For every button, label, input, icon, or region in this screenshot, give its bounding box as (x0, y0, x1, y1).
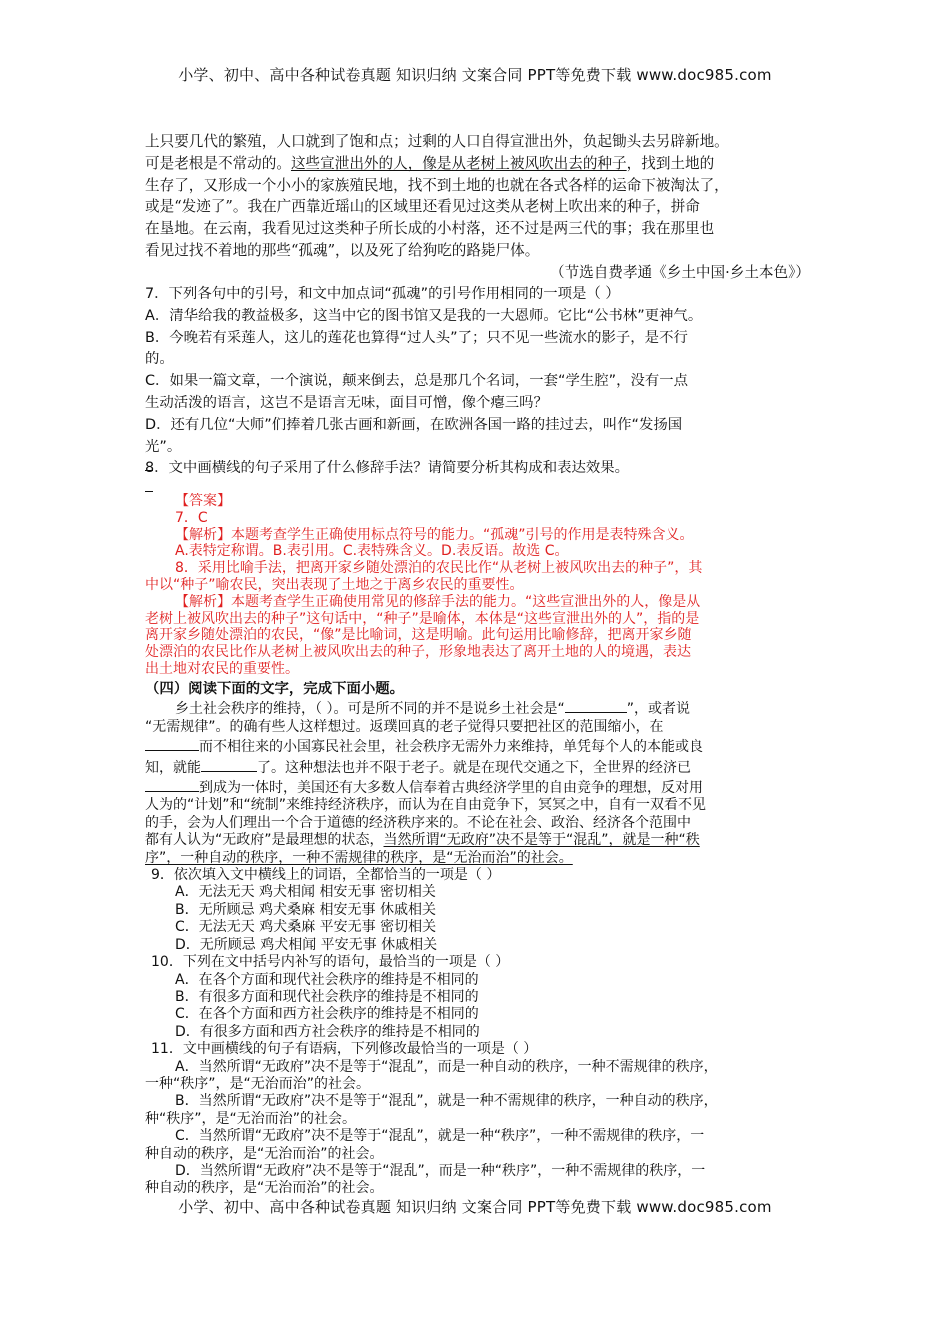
question-7 (145, 284, 810, 480)
passage-line: 看见过找不着地的那些“孤魂”，以及死了给狗吃的路毙尸体。 (145, 241, 540, 259)
passage-line: 在垦地。在云南，我看见过这类种子所长成的小村落，还不过是两三代的事；我在那里也 (145, 220, 715, 238)
reading-line: 乡土社会秩序的维持，（ ）。可是所不同的并不是说乡土社会是“ ”，或者说 (145, 698, 810, 718)
reading-line: 的手，会为人们理出一个合于道德的经济秩序来的。不论在社会、政治、经济各个范围中 (145, 814, 691, 831)
passage-line: 或是“发迹了”。我在广西靠近瑶山的区域里还看见过这类从老树上吹出来的种子，拼命 (145, 198, 700, 216)
reading-line: 序”，一种自动的秩序，一种不需规律的秩序，是“无治而治”的社会。 (145, 849, 573, 866)
underlined-sentence: 当然所谓“无政府”决不是等于“混乱”，就是一种“秩 (383, 832, 700, 849)
option-c: C．在各个方面和西方社会秩序的维持是不相同的 (175, 1006, 479, 1023)
option-b: B．有很多方面和现代社会秩序的维持是不相同的 (175, 988, 479, 1005)
reading-line: 都有人认为“无政府”是最理想的状态，当然所谓“无政府”决不是等于“混乱”，就是一种“秩 (145, 832, 700, 849)
reading-line: “无需规律”。的确有些人这样想过。返璞回真的老子觉得只要把社区的范围缩小，在 (145, 718, 664, 735)
explanation-8-cont: 离开家乡随处漂泊的农民，“像”是比喻词，这是明喻。此句运用比喻修辞，把离开家乡随 (145, 627, 692, 644)
explanation-7-cont: A.表特定称谓。B.表引用。C.表特殊含义。D.表反语。故选 C。 (175, 543, 569, 560)
passage (145, 131, 810, 284)
reading-line: 到成为一体时，美国还有大多数人信奉着古典经济学里的自由竞争的理想，反对用 (145, 777, 810, 797)
reading-line: 人为的“计划”和“统制”来维持经济秩序，而认为在自由竞争下，冥冥之中，自有一双看不见 (145, 797, 707, 814)
answer-line (145, 470, 153, 471)
explanation-8: 【解析】本题考查学生正确使用常见的修辞手法的能力。“这些宣泄出外的人，像是从 (175, 593, 701, 610)
explanation-8-cont: 老树上被风吹出去的种子”这句话中，“种子”是喻体，本体是“这些宣泄出外的人”，指的是 (145, 610, 700, 627)
option-b: B．当然所谓“无政府”决不是等于“混乱”，就是一种不需规律的秩序，一种自动的秩序， (175, 1093, 718, 1110)
answer-7: 7．C (175, 509, 208, 526)
passage-line: 上只要几代的繁殖，人口就到了饱和点；过剩的人口自得宣泄出外，负起锄头去另辟新地。 (145, 133, 729, 150)
fill-blank[interactable] (565, 698, 627, 713)
passage-line: 可是老根是不常动的。这些宣泄出外的人，像是从老树上被风吹出去的种子，找到土地的 (145, 154, 715, 172)
fill-blank[interactable] (201, 757, 257, 772)
section-4 (145, 681, 810, 1198)
answer-8-cont: 中以“种子”喻农民，突出表现了土地之于离乡农民的重要性。 (145, 576, 524, 593)
question-11-stem: 11．文中画横线的句子有语病，下列修改最恰当的一项是（ ） (151, 1041, 538, 1058)
reading-line: 而不相往来的小国寡民社会里，社会秩序无需外力来维持，单凭每个人的本能或良 (145, 736, 810, 756)
option-d-cont: 种自动的秩序，是“无治而治”的社会。 (145, 1180, 384, 1197)
answer-label: 【答案】 (175, 493, 231, 509)
option-c-cont: 种自动的秩序，是“无治而治”的社会。 (145, 1145, 384, 1162)
option-d: D．当然所谓“无政府”决不是等于“混乱”，而是一种“秩序”，一种不需规律的秩序，一 (175, 1162, 706, 1179)
reading-line: 知，就能 了。这种想法也并不限于老子。就是在现代交通之下，全世界的经济已 (145, 757, 810, 777)
page-footer: 小学、初中、高中各种试卷真题 知识归纳 文案合同 PPT等免费下载 www.doc985.com (178, 1198, 772, 1216)
option-a: A．无法无天 鸡犬相闻 相安无事 密切相关 (175, 884, 436, 901)
question-10-stem: 10．下列在文中括号内补写的语句，最恰当的一项是（ ） (151, 954, 510, 971)
question-8-stem: 8．文中画横线的句子采用了什么修辞手法？请简要分析其构成和表达效果。 (145, 460, 630, 477)
option-d: D．无所顾忌 鸡犬相闻 平安无事 休戚相关 (175, 936, 438, 953)
underlined-sentence: 这些宣泄出外的人，像是从老树上被风吹出去的种子 (290, 154, 627, 172)
option-c: C．如果一篇文章，一个演说，颠来倒去，总是那几个名词，一套“学生腔”，没有一点 (145, 373, 689, 390)
option-a: A．在各个方面和现代社会秩序的维持是不相同的 (175, 971, 479, 988)
passage-source: （节选自费孝通《乡土中国·乡土本色》） (549, 263, 810, 281)
option-c: C．当然所谓“无政府”决不是等于“混乱”，就是一种“秩序”，一种不需规律的秩序，一 (175, 1128, 705, 1145)
answer-line (145, 491, 153, 492)
option-d: D．有很多方面和西方社会秩序的维持是不相同的 (175, 1023, 480, 1040)
option-d: D．还有几位“大师”们捧着几张古画和新画，在欧洲各国一路的挂过去，叫作“发扬国 (145, 416, 683, 433)
option-b-cont: 种“秩序”，是“无治而治”的社会。 (145, 1110, 357, 1127)
question-stem: 7．下列各句中的引号，和文中加点词“孤魂”的引号作用相同的一项是（ ） (145, 286, 620, 302)
question-9-stem: 9．依次填入文中横线上的词语，全都恰当的一项是（ ） (151, 867, 501, 884)
section-title: （四）阅读下面的文字，完成下面小题。 (145, 681, 405, 697)
option-a: A．清华给我的教益极多，这当中它的图书馆又是我的一大恩师。它比“公书林”更神气。 (145, 307, 703, 324)
fill-blank[interactable] (145, 777, 199, 792)
explanation-8-cont: 出土地对农民的重要性。 (145, 660, 299, 677)
answer-8: 8．采用比喻手法，把离开家乡随处漂泊的农民比作“从老树上被风吹出去的种子”，其 (175, 560, 703, 577)
explanation-8-cont: 处漂泊的农民比作从老树上被风吹出去的种子，形象地表达了离开土地的人的境遇，表达 (145, 644, 691, 661)
option-d-cont: 光”。 (145, 438, 182, 455)
option-a: A．当然所谓“无政府”决不是等于“混乱”，而是一种自动的秩序，一种不需规律的秩序， (175, 1058, 718, 1075)
option-b-cont: 的。 (145, 351, 174, 368)
option-c: C．无法无天 鸡犬桑麻 平安无事 密切相关 (175, 919, 437, 936)
option-b: B．今晚若有采莲人，这儿的莲花也算得“过人头”了；只不见一些流水的影子，是不行 (145, 329, 688, 346)
option-a-cont: 一种“秩序”，是“无治而治”的社会。 (145, 1075, 371, 1092)
option-b: B．无所顾忌 鸡犬桑麻 相安无事 休戚相关 (175, 901, 436, 918)
page-header: 小学、初中、高中各种试卷真题 知识归纳 文案合同 PPT等免费下载 www.doc985.com (178, 66, 772, 84)
passage-line: 生存了，又形成一个小小的家族殖民地，找不到土地的也就在各式各样的运命下被淘汰了， (145, 176, 729, 194)
fill-blank[interactable] (145, 736, 199, 751)
answer-section (145, 493, 810, 678)
explanation-7: 【解析】本题考查学生正确使用标点符号的能力。“孤魂”引号的作用是表特殊含义。 (175, 526, 694, 543)
option-c-cont: 生动活泼的语言，这岂不是语言无味，面目可憎，像个瘪三吗？ (145, 394, 548, 411)
